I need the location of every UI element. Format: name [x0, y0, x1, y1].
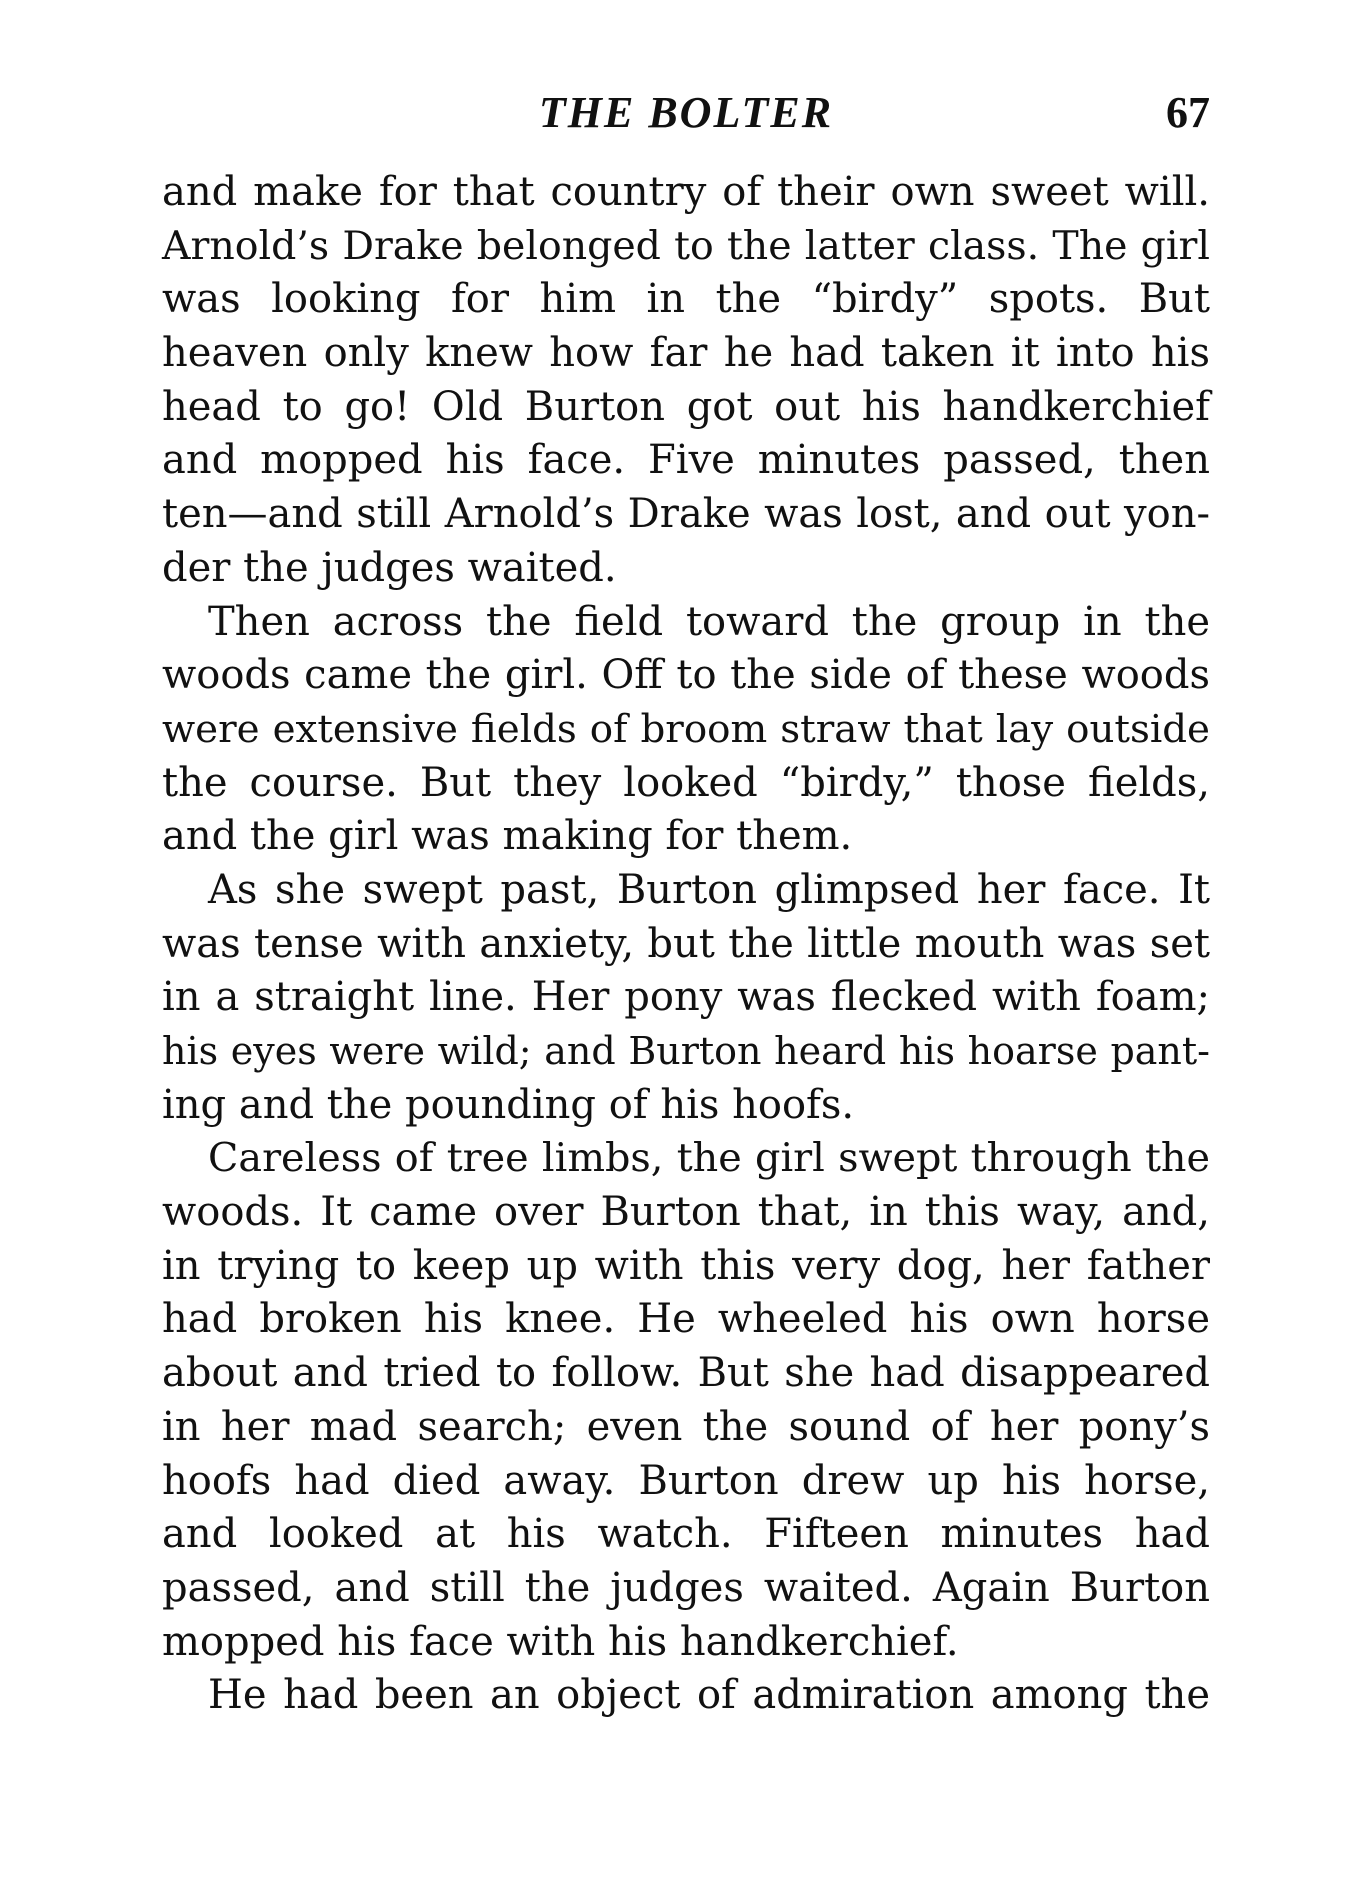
text-line: the course. But they looked “birdy,” those fields,: [162, 759, 1210, 806]
text-line: were extensive fields of broom straw that lay outside: [162, 706, 1210, 752]
text-line: and looked at his watch. Fifteen minutes had: [162, 1511, 1210, 1558]
text-line: and mopped his face. Five minutes passed, then: [162, 437, 1210, 484]
text-line: head to go! Old Burton got out his handkerchief: [162, 383, 1210, 430]
running-title: THE BOLTER: [538, 88, 834, 137]
text-line: Arnold’s Drake belonged to the latter class. The girl: [162, 222, 1210, 269]
text-line: in a straight line. Her pony was flecked with foam;: [162, 974, 1210, 1021]
text-line: ing and the pounding of his hoofs.: [162, 1081, 855, 1128]
text-line: ten—and still Arnold’s Drake was lost, and out yon-: [162, 491, 1210, 538]
text-line: was tense with anxiety, but the little mouth was set: [162, 920, 1210, 967]
page-number: 67: [1166, 88, 1210, 137]
text-line: Then across the field toward the group in the: [208, 598, 1210, 645]
running-head: [162, 88, 1210, 138]
text-line: and make for that country of their own sweet will.: [162, 169, 1210, 215]
text-line: woods came the girl. Off to the side of these woods: [162, 652, 1210, 699]
paragraph: [162, 1669, 1210, 1723]
text-line: in her mad search; even the sound of her pony’s: [162, 1403, 1210, 1450]
text-line: Careless of tree limbs, the girl swept through the: [208, 1135, 1210, 1182]
text-line: had broken his knee. He wheeled his own horse: [162, 1296, 1210, 1343]
text-line: As she swept past, Burton glimpsed her face. It: [208, 866, 1210, 913]
paragraph: [162, 1132, 1210, 1669]
text-line: his eyes were wild; and Burton heard his hoarse pant-: [162, 1029, 1210, 1073]
paragraph: [162, 864, 1210, 1132]
body-text: [162, 166, 1210, 1723]
text-line: passed, and still the judges waited. Again Burton: [162, 1564, 1210, 1611]
text-line: He had been an object of admiration among the: [208, 1672, 1210, 1719]
text-line: about and tried to follow. But she had disappeared: [162, 1350, 1210, 1397]
text-line: mopped his face with his handkerchief.: [162, 1618, 959, 1665]
paragraph: [162, 166, 1210, 596]
text-line: was looking for him in the “birdy” spots. But: [162, 276, 1210, 323]
book-page: [162, 0, 1210, 1882]
text-line: der the judges waited.: [162, 544, 617, 591]
text-line: and the girl was making for them.: [162, 813, 853, 860]
paragraph: [162, 596, 1210, 864]
text-line: heaven only knew how far he had taken it into his: [162, 330, 1210, 377]
text-line: hoofs had died away. Burton drew up his horse,: [162, 1457, 1210, 1504]
text-line: in trying to keep up with this very dog, her father: [162, 1242, 1210, 1289]
text-line: woods. It came over Burton that, in this way, and,: [162, 1189, 1210, 1236]
